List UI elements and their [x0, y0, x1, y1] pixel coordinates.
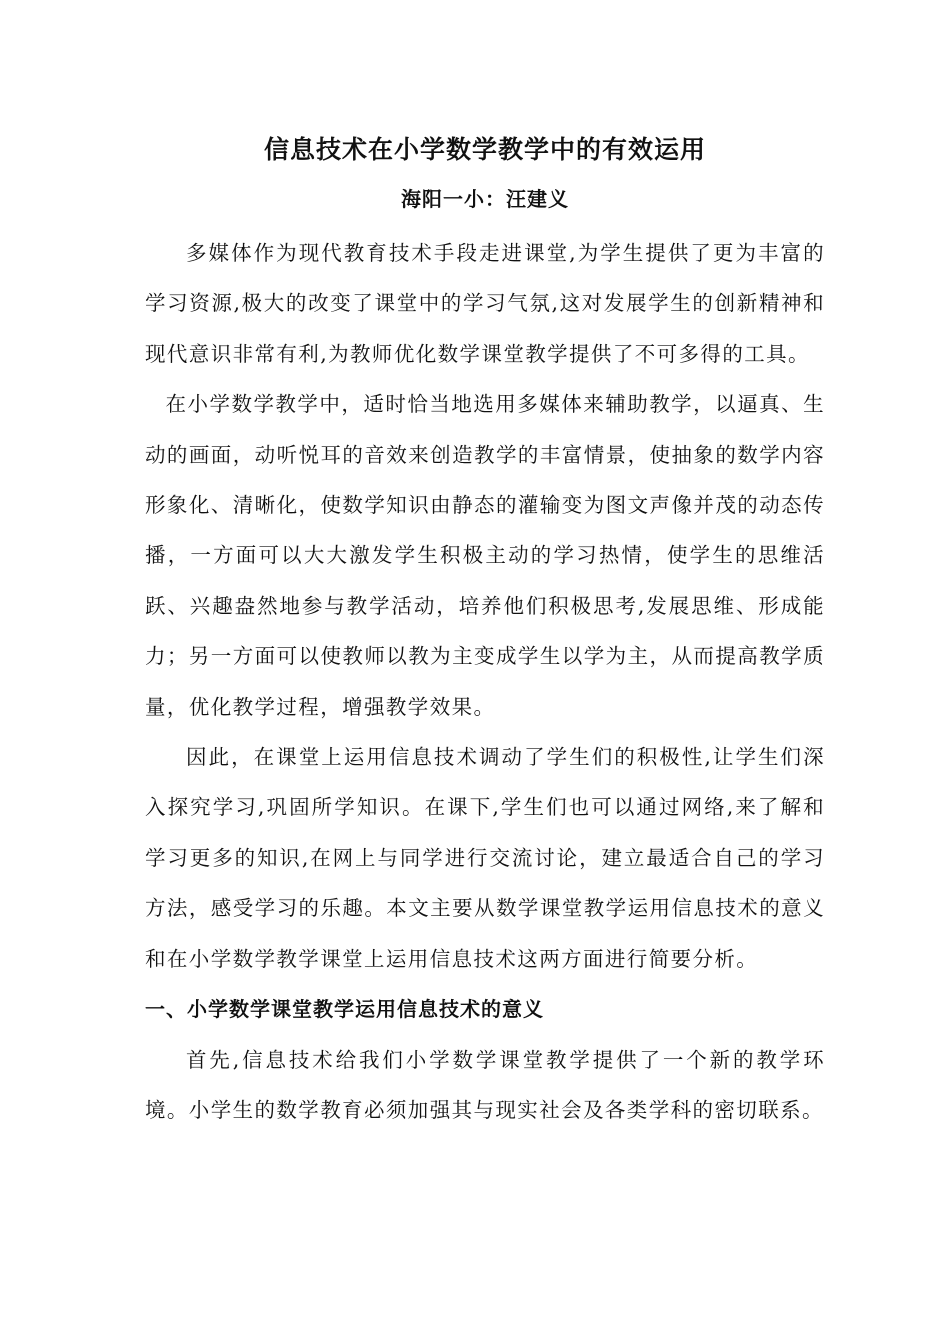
paragraph-therefore: 因此，在课堂上运用信息技术调动了学生们的积极性,让学生们深入探究学习,巩固所学知识。在课下,学生们也可以通过网络,来了解和学习更多的知识,在网上与同学进行交流讨论，建立最适合自己的学习方法，感受学习的乐趣。本文主要从数学课堂教学运用信息技术的意义和在小学数学教学课堂上运用信息技术这两方面进行简要分析。 [145, 745, 825, 971]
paragraph-intro: 多媒体作为现代教育技术手段走进课堂,为学生提供了更为丰富的学习资源,极大的改变了课堂中的学习气氛,这对发展学生的创新精神和现代意识非常有利,为教师优化数学课堂教学提供了不可多得的工具。 [145, 241, 825, 366]
section-heading: 一、小学数学课堂教学运用信息技术的意义 [145, 997, 544, 1022]
document-title: 信息技术在小学数学教学中的有效运用 [263, 135, 706, 164]
document-author: 海阳一小：汪建义 [401, 187, 569, 211]
paragraph-multimedia: 在小学数学教学中，适时恰当地选用多媒体来辅助教学，以逼真、生动的画面，动听悦耳的音效来创造教学的丰富情景，使抽象的数学内容形象化、清晰化，使数学知识由静态的灌输变为图文声像并茂的动态传播，一方面可以大大激发学生积极主动的学习热情，使学生的思维活跃、兴趣盎然地参与教学活动，培养他们积极思考,发展思维、形成能力；另一方面可以使教师以教为主变成学生以学为主，从而提高教学质量，优化教学过程，增强教学效果。 [145, 392, 825, 719]
paragraph-first: 首先,信息技术给我们小学数学课堂教学提供了一个新的教学环境。小学生的数学教育必须加强其与现实社会及各类学科的密切联系。 [145, 1047, 825, 1122]
document-body [145, 228, 825, 1135]
